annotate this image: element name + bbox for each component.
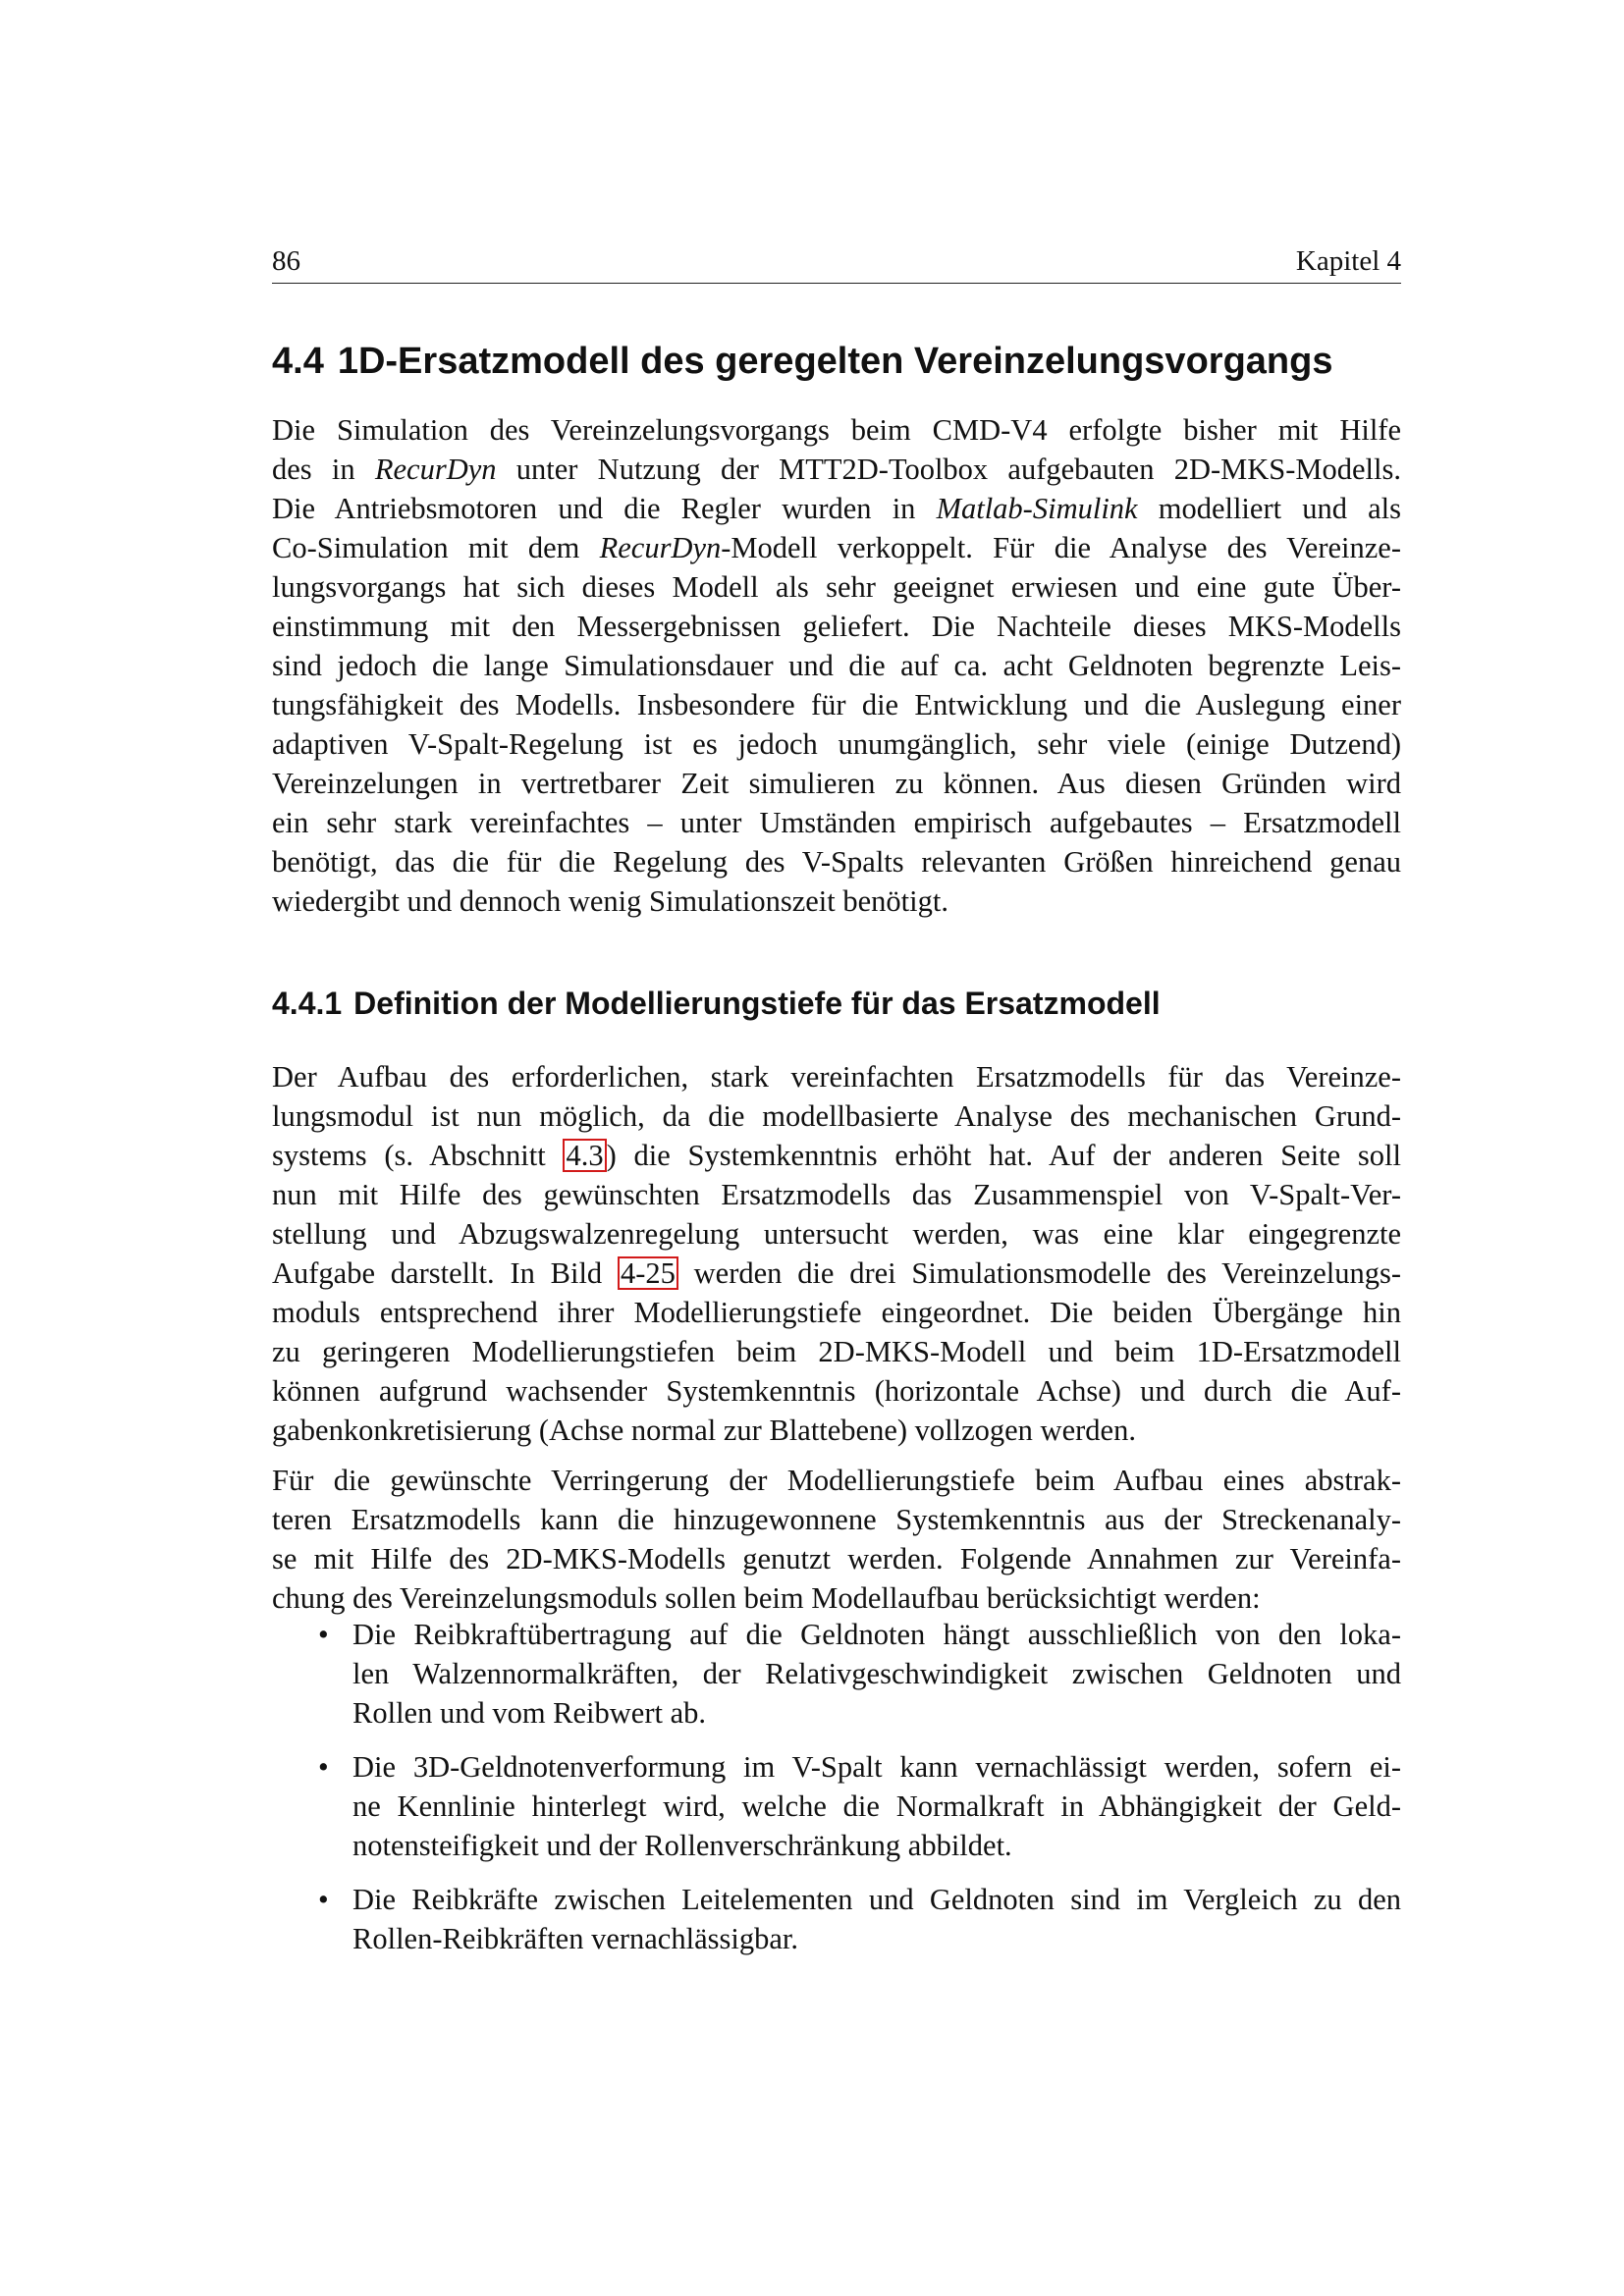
text-line: Der Aufbau des erforderlichen, stark vereinfachten Ersatzmodells für das Vereinze- [272, 1060, 1401, 1094]
text-line: adaptiven V-Spalt-Regelung ist es jedoch unumgänglich, sehr viele (einige Dutzend) [272, 727, 1401, 761]
figure-reference-link[interactable]: 4-25 [618, 1256, 678, 1290]
text-line: sind jedoch die lange Simulationsdauer und die auf ca. acht Geldnoten begrenzte Leis- [272, 649, 1401, 682]
software-name: Matlab-Simulink [936, 492, 1138, 525]
text-line: benötigt, das die für die Regelung des V-Spalts relevanten Größen hinreichend genau [272, 845, 1401, 879]
section-number: 4.4 [272, 341, 324, 382]
page-number: 86 [272, 245, 300, 277]
text-line: nun mit Hilfe des gewünschten Ersatzmodells das Zusammenspiel von V-Spalt-Ver- [272, 1178, 1401, 1211]
paragraph-intro [272, 410, 1401, 921]
paragraph-model-depth [272, 1057, 1401, 1450]
text-line: ein sehr stark vereinfachtes – unter Umständen empirisch aufgebautes – Ersatzmodell [272, 806, 1401, 839]
text-line: Die Reibkräfte zwischen Leitelementen und Geldnoten sind im Vergleich zu den [352, 1883, 1401, 1916]
text-line: Die 3D-Geldnotenverformung im V-Spalt kann vernachlässigt werden, sofern ei- [352, 1750, 1401, 1784]
text-line: moduls entsprechend ihrer Modellierungstiefe eingeordnet. Die beiden Übergänge hin [272, 1296, 1401, 1329]
paragraph-assumptions [272, 1461, 1401, 1618]
text-line: Die Reibkraftübertragung auf die Geldnoten hängt ausschließlich von den loka- [352, 1618, 1401, 1651]
section-reference-link[interactable]: 4.3 [563, 1139, 606, 1172]
text-line: zu geringeren Modellierungstiefen beim 2D-MKS-Modell und beim 1D-Ersatzmodell [272, 1335, 1401, 1368]
text-line: tungsfähigkeit des Modells. Insbesondere für die Entwicklung und die Auslegung einer [272, 688, 1401, 721]
text-line: Rollen-Reibkräften vernachlässigbar. [352, 1922, 798, 1955]
subsection-number: 4.4.1 [272, 986, 343, 1021]
bullet-marker: • [318, 1750, 329, 1784]
text-line: systems (s. Abschnitt 4.3) die Systemkenntnis erhöht hat. Auf der anderen Seite soll [272, 1139, 1401, 1172]
running-header [272, 243, 1401, 284]
text-line: Die Simulation des Vereinzelungsvorgangs beim CMD-V4 erfolgte bisher mit Hilfe [272, 413, 1401, 447]
text-line: teren Ersatzmodells kann die hinzugewonnene Systemkenntnis aus der Streckenanaly- [272, 1503, 1401, 1536]
software-name: RecurDyn [374, 453, 497, 486]
text-line: ne Kennlinie hinterlegt wird, welche die Normalkraft in Abhängigkeit der Geld- [352, 1789, 1401, 1823]
text-line: notensteifigkeit und der Rollenverschränkung abbildet. [352, 1829, 1012, 1862]
text-line: stellung und Abzugswalzenregelung untersucht werden, was eine klar eingegrenzte [272, 1217, 1401, 1251]
text-line: einstimmung mit den Messergebnissen geliefert. Die Nachteile dieses MKS-Modells [272, 610, 1401, 643]
text-line: des in RecurDyn unter Nutzung der MTT2D-Toolbox aufgebauten 2D-MKS-Modells. [272, 453, 1401, 486]
bullet-marker: • [318, 1883, 329, 1916]
text-line: Für die gewünschte Verringerung der Modellierungstiefe beim Aufbau eines abstrak- [272, 1464, 1401, 1497]
text-line: lungsvorgangs hat sich dieses Modell als sehr geeignet erwiesen und eine gute Über- [272, 570, 1401, 604]
chapter-label: Kapitel 4 [1295, 245, 1401, 277]
text-line: Co-Simulation mit dem RecurDyn-Modell verkoppelt. Für die Analyse des Vereinze- [272, 531, 1401, 564]
subsection-title: Definition der Modellierungstiefe für das Ersatzmodell [353, 986, 1161, 1021]
text-line: Aufgabe darstellt. In Bild 4-25 werden die drei Simulationsmodelle des Vereinzelungs- [272, 1256, 1402, 1290]
section-heading [272, 338, 1411, 385]
bullet-marker: • [318, 1618, 329, 1651]
text-line: Die Antriebsmotoren und die Regler wurden in Matlab-Simulink modelliert und als [272, 492, 1402, 525]
text-line: Vereinzelungen in vertretbarer Zeit simulieren zu können. Aus diesen Gründen wird [272, 767, 1401, 800]
text-line: wiedergibt und dennoch wenig Simulationszeit benötigt. [272, 884, 948, 918]
text-line: können aufgrund wachsender Systemkenntnis (horizontale Achse) und durch die Auf- [272, 1374, 1401, 1408]
text-line: lungsmodul ist nun möglich, da die modellbasierte Analyse des mechanischen Grund- [272, 1099, 1401, 1133]
section-title: 1D-Ersatzmodell des geregelten Vereinzelungsvorgangs [337, 341, 1333, 382]
text-line: Rollen und vom Reibwert ab. [352, 1696, 707, 1730]
text-line: gabenkonkretisierung (Achse normal zur Blattebene) vollzogen werden. [272, 1414, 1136, 1447]
subsection-heading [272, 984, 1411, 1023]
text-line: se mit Hilfe des 2D-MKS-Modells genutzt werden. Folgende Annahmen zur Vereinfa- [272, 1542, 1401, 1575]
software-name: RecurDyn [599, 531, 722, 564]
text-line: chung des Vereinzelungsmoduls sollen beim Modellaufbau berücksichtigt werden: [272, 1581, 1261, 1615]
text-line: len Walzennormalkräften, der Relativgeschwindigkeit zwischen Geldnoten und [352, 1657, 1401, 1690]
